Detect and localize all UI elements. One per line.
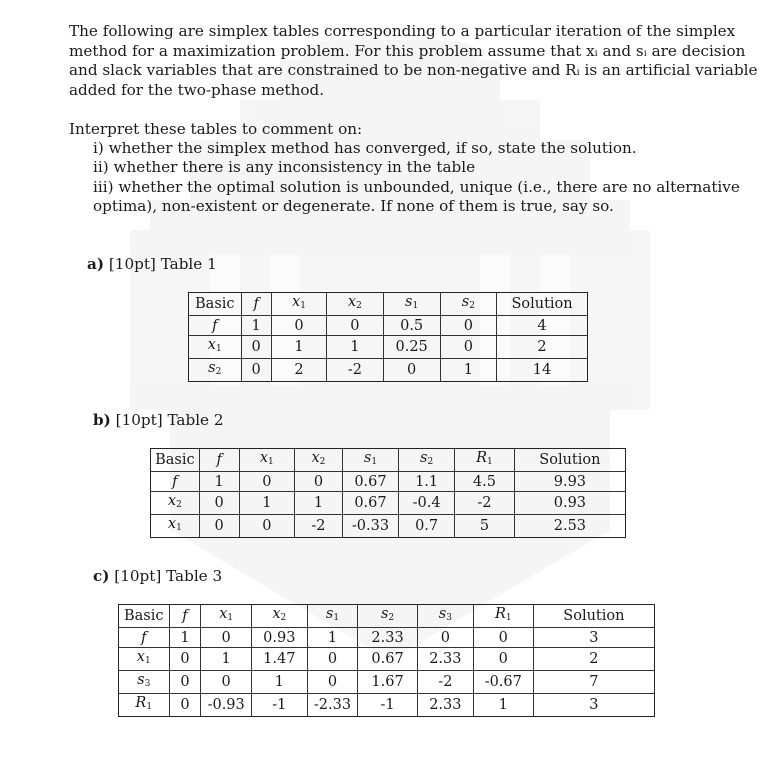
table-cell: 1	[239, 492, 294, 515]
basic-variable-cell: $x_2$	[151, 492, 200, 515]
table-cell: 0	[473, 648, 533, 671]
column-header: $s_1$	[383, 293, 440, 316]
table-cell: 0	[327, 316, 383, 336]
column-header: $R_1$	[473, 605, 533, 628]
table-cell: 0	[169, 648, 201, 671]
section-a-title: [10pt] Table 1	[108, 255, 217, 273]
column-header: $x_2$	[251, 605, 307, 628]
table-cell: -0.4	[399, 492, 455, 515]
column-header: Solution	[514, 449, 625, 472]
table-cell: 0.67	[358, 648, 418, 671]
basic-variable-cell: $x_1$	[151, 515, 200, 538]
simplex-table-2	[150, 448, 626, 538]
table-cell: 0.7	[399, 515, 455, 538]
table-cell: 5	[455, 515, 515, 538]
table-header-row	[151, 449, 626, 472]
column-header: $s_2$	[358, 605, 418, 628]
table-cell: 0	[201, 671, 251, 694]
column-header: $s_2$	[440, 293, 496, 316]
table-row	[119, 694, 655, 717]
table-cell: 1	[251, 671, 307, 694]
table-cell: 0	[169, 671, 201, 694]
basic-variable-cell: f	[189, 316, 242, 336]
table-row	[189, 336, 588, 359]
table-cell: 4.5	[455, 472, 515, 492]
intro-line-4: added for the two-phase method.	[69, 80, 325, 99]
column-header: $R_1$	[455, 449, 515, 472]
table-cell: 3	[533, 628, 654, 648]
table-cell: 0	[440, 316, 496, 336]
table-cell: 14	[497, 359, 588, 382]
table-cell: 1	[199, 472, 239, 492]
interpret-item-3: iii) whether the optimal solution is unbounded, unique (i.e., there are no alternative	[93, 178, 740, 196]
table-cell: 1	[307, 628, 357, 648]
table-cell: 1	[327, 336, 383, 359]
table-cell: 0	[199, 515, 239, 538]
column-header: f	[199, 449, 239, 472]
table-cell: 0	[271, 316, 326, 336]
table-cell: -0.33	[342, 515, 398, 538]
section-b-heading	[93, 411, 224, 429]
section-c-label: c)	[93, 567, 110, 585]
intro-line-2: method for a maximization problem. For this problem assume that xᵢ and sᵢ are decision	[69, 41, 746, 60]
table-cell: 2	[271, 359, 326, 382]
table-row	[189, 316, 588, 336]
table-cell: 1	[241, 316, 271, 336]
table-cell: -2	[327, 359, 383, 382]
table-cell: 0	[201, 628, 251, 648]
table-cell: 2.33	[358, 628, 418, 648]
table-cell: 0	[169, 694, 201, 717]
basic-variable-cell: $R_1$	[119, 694, 170, 717]
table-cell: 2	[533, 648, 654, 671]
section-b-label: b)	[93, 411, 111, 429]
section-a-heading	[87, 255, 217, 273]
column-header: Solution	[533, 605, 654, 628]
table-cell: 0.93	[514, 492, 625, 515]
table-cell: -1	[358, 694, 418, 717]
column-header: $x_1$	[239, 449, 294, 472]
table-cell: 2.33	[417, 648, 473, 671]
table-row	[119, 671, 655, 694]
table-cell: -1	[251, 694, 307, 717]
intro-line-3: and slack variables that are constrained to be non-negative and Rᵢ is an artificial variable	[69, 61, 758, 80]
table-cell: 1	[201, 648, 251, 671]
table-cell: -0.93	[201, 694, 251, 717]
table-cell: 7	[533, 671, 654, 694]
table-header-row	[189, 293, 588, 316]
table-cell: 0.5	[383, 316, 440, 336]
table-cell: 1	[295, 492, 343, 515]
table-cell: 0	[417, 628, 473, 648]
table-cell: 0.67	[342, 472, 398, 492]
column-header: f	[241, 293, 271, 316]
basic-variable-cell: $s_3$	[119, 671, 170, 694]
interpret-item-1: i) whether the simplex method has converged, if so, state the solution.	[93, 139, 637, 157]
table-cell: 2.53	[514, 515, 625, 538]
table-row	[119, 648, 655, 671]
column-header: $s_1$	[342, 449, 398, 472]
column-header: Basic	[119, 605, 170, 628]
simplex-table-1	[188, 292, 588, 382]
simplex-table-3	[118, 604, 655, 717]
table-cell: 0.93	[251, 628, 307, 648]
table-cell: 1	[169, 628, 201, 648]
intro-line-1: The following are simplex tables corresponding to a particular iteration of the simplex	[69, 22, 736, 40]
section-c-title: [10pt] Table 3	[114, 567, 223, 585]
table-cell: 0	[440, 336, 496, 359]
intro-paragraph	[69, 22, 758, 100]
table-cell: 0	[199, 492, 239, 515]
column-header: $s_3$	[417, 605, 473, 628]
basic-variable-cell: $x_1$	[189, 336, 242, 359]
column-header: f	[169, 605, 201, 628]
table-cell: 1	[440, 359, 496, 382]
table-cell: 0	[239, 515, 294, 538]
table-cell: 0	[307, 648, 357, 671]
basic-variable-cell: f	[151, 472, 200, 492]
column-header: $s_1$	[307, 605, 357, 628]
section-c-heading	[93, 567, 222, 585]
table-row	[119, 628, 655, 648]
basic-variable-cell: f	[119, 628, 170, 648]
table-cell: 0.25	[383, 336, 440, 359]
column-header: $x_2$	[327, 293, 383, 316]
table-cell: 0	[239, 472, 294, 492]
table-cell: 0	[307, 671, 357, 694]
table-cell: 1.1	[399, 472, 455, 492]
column-header: $x_1$	[201, 605, 251, 628]
table-cell: 0	[383, 359, 440, 382]
table-row	[189, 359, 588, 382]
table-cell: 0.67	[342, 492, 398, 515]
table-cell: 0	[295, 472, 343, 492]
table-header-row	[119, 605, 655, 628]
table-cell: 2	[497, 336, 588, 359]
table-cell: 3	[533, 694, 654, 717]
interpret-item-4: optima), non-existent or degenerate. If none of them is true, say so.	[93, 197, 614, 215]
interpret-item-2: ii) whether there is any inconsistency in the table	[93, 158, 476, 176]
interpret-lead: Interpret these tables to comment on:	[69, 120, 363, 138]
section-b-title: [10pt] Table 2	[115, 411, 224, 429]
table-cell: -0.67	[473, 671, 533, 694]
table-cell: -2	[455, 492, 515, 515]
basic-variable-cell: $s_2$	[189, 359, 242, 382]
table-row	[151, 515, 626, 538]
table-cell: 0	[473, 628, 533, 648]
table-cell: 9.93	[514, 472, 625, 492]
table-cell: 2.33	[417, 694, 473, 717]
table-cell: -2	[295, 515, 343, 538]
column-header: Solution	[497, 293, 588, 316]
table-cell: 1.67	[358, 671, 418, 694]
column-header: $x_2$	[295, 449, 343, 472]
table-cell: 4	[497, 316, 588, 336]
section-a-label: a)	[87, 255, 105, 273]
table-row	[151, 492, 626, 515]
column-header: $s_2$	[399, 449, 455, 472]
table-cell: -2	[417, 671, 473, 694]
table-cell: -2.33	[307, 694, 357, 717]
table-cell: 1.47	[251, 648, 307, 671]
basic-variable-cell: $x_1$	[119, 648, 170, 671]
column-header: Basic	[151, 449, 200, 472]
table-cell: 1	[473, 694, 533, 717]
table-cell: 1	[271, 336, 326, 359]
table-row	[151, 472, 626, 492]
column-header: Basic	[189, 293, 242, 316]
table-cell: 0	[241, 336, 271, 359]
column-header: $x_1$	[271, 293, 326, 316]
table-cell: 0	[241, 359, 271, 382]
